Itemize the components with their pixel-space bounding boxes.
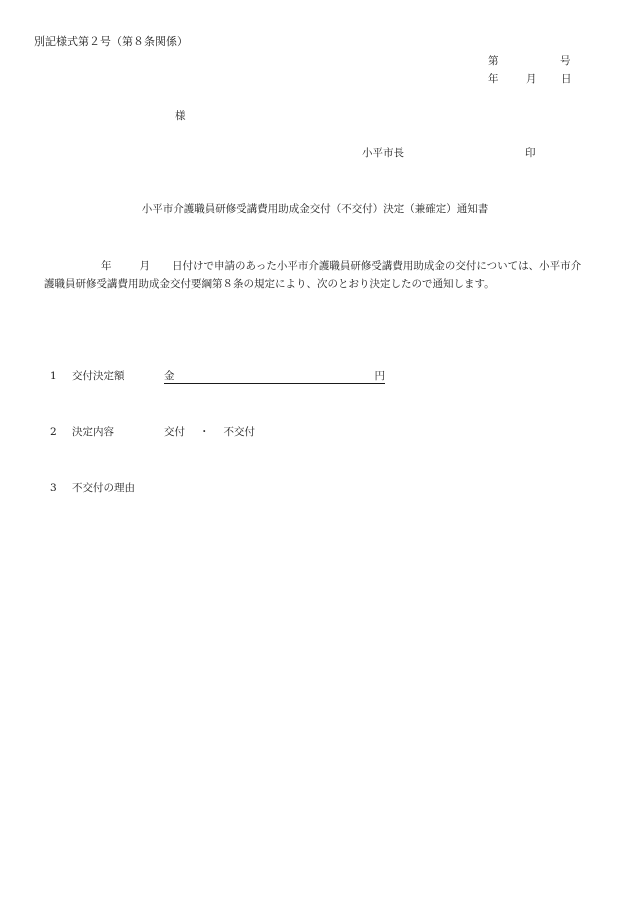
date-month-label: 月 <box>526 73 537 85</box>
form-label: 別記様式第２号（第８条関係） <box>34 35 188 48</box>
option-deny: 不交付 <box>223 426 255 438</box>
amount-unit: 円 <box>374 370 385 382</box>
decision-options <box>164 426 255 440</box>
item-number-3: 3 <box>50 482 57 494</box>
date-day-label: 日 <box>561 73 572 85</box>
date-year-label: 年 <box>488 73 499 85</box>
seal-mark: 印 <box>525 147 536 159</box>
body-paragraph <box>44 257 589 293</box>
document-title: 小平市介護職員研修受講費用助成金交付（不交付）決定（兼確定）通知書 <box>141 203 489 215</box>
sender-title: 小平市長 <box>362 147 404 159</box>
body-month-label: 月 <box>139 260 150 272</box>
body-text: 日付けで申請のあった小平市介護職員研修受講費用助成金の交付については、小平市介護職員研修受講費用助成金交付要綱第８条の規定により、次のとおり決定したので通知します。 <box>44 260 582 290</box>
grant-amount-field <box>164 370 385 384</box>
item-label-grant-amount: 交付決定額 <box>72 370 125 382</box>
item-number-1: 1 <box>50 370 57 382</box>
item-label-denial-reason: 不交付の理由 <box>72 482 135 494</box>
body-year-label: 年 <box>101 260 112 272</box>
amount-prefix: 金 <box>164 370 175 382</box>
option-separator: ・ <box>199 426 210 438</box>
document-number-suffix: 号 <box>560 55 571 67</box>
item-number-2: 2 <box>50 426 57 438</box>
recipient-suffix: 様 <box>175 110 186 122</box>
document-number-prefix: 第 <box>488 55 499 67</box>
item-label-decision: 決定内容 <box>72 426 114 438</box>
option-grant: 交付 <box>164 426 185 438</box>
